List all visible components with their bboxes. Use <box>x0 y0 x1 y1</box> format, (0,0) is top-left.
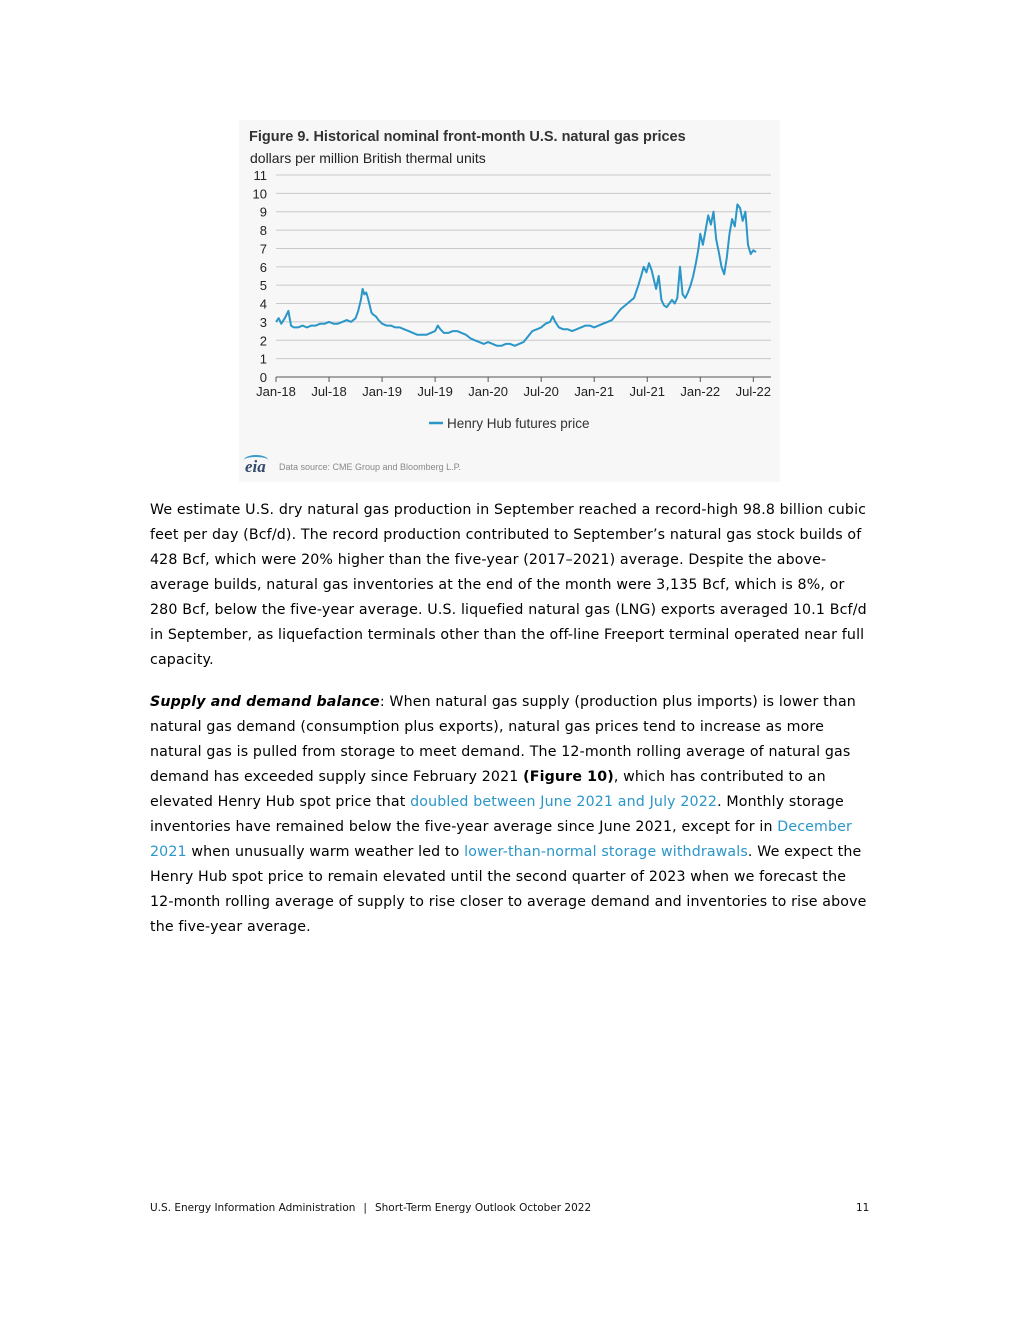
link-december-2021[interactable]: December 2021 <box>150 819 853 860</box>
x-tick-label: Jul-19 <box>417 384 453 399</box>
chart-units: dollars per million British thermal units <box>250 150 486 166</box>
y-tick-label: 1 <box>259 351 267 367</box>
y-tick-label: 3 <box>259 314 267 330</box>
y-tick-label: 0 <box>259 370 267 385</box>
footer-publication: Short-Term Energy Outlook October 2022 <box>374 1202 592 1214</box>
y-tick-label: 4 <box>259 296 267 312</box>
series-line-henry-hub <box>276 204 756 345</box>
link-doubled-price[interactable]: doubled between June 2021 and July 2022 <box>410 794 718 810</box>
x-tick-label: Jan-22 <box>680 384 721 399</box>
page-number: 11 <box>856 1202 870 1214</box>
y-tick-label: 6 <box>259 259 267 275</box>
footer-separator: | <box>363 1202 367 1214</box>
figure-reference: (Figure 10) <box>523 769 614 785</box>
chart-title: Figure 9. Historical nominal front-month U.S. natural gas prices <box>249 129 686 145</box>
y-tick-label: 9 <box>259 204 267 220</box>
x-tick-label: Jul-18 <box>311 384 347 399</box>
chart-source: Data source: CME Group and Bloomberg L.P. <box>279 462 461 472</box>
figure-9 <box>239 120 780 482</box>
y-tick-label: 11 <box>253 168 267 183</box>
x-tick-label: Jan-19 <box>362 384 402 399</box>
x-tick-label: Jan-20 <box>468 384 509 399</box>
x-tick-label: Jul-22 <box>735 384 772 399</box>
y-tick-label: 10 <box>252 186 267 202</box>
paragraph-lead: Supply and demand balance <box>150 694 380 710</box>
footer-left <box>150 1202 591 1214</box>
paragraph-supply-demand: Supply and demand balance: When natural gas supply (production plus imports) is lower than natural gas demand (consumption plus exports), natural gas prices tend to increase as more natural gas is pulled from storage to meet demand. The 12-month rolling average of natural gas demand has exceeded supply since February 2021 (Figure 10), which has contributed to an elevated Henry Hub spot price that doubled between June 2021 and July 2022. Monthly storage inventories have remained below the five-year average since June 2021, except for in December 2021 when unusually warm weather led to lower-than-normal storage withdrawals. We expect the Henry Hub spot price to remain elevated until the second quarter of 2023 when we forecast the 12-month rolling average of supply to rise closer to average demand and inventories to rise above the five-year average. <box>150 694 867 935</box>
x-tick-label: Jul-20 <box>523 384 559 399</box>
y-tick-label: 7 <box>259 241 267 257</box>
y-tick-label: 5 <box>259 278 267 294</box>
y-tick-label: 8 <box>259 223 267 239</box>
price-chart <box>239 120 780 482</box>
x-tick-label: Jan-21 <box>574 384 615 399</box>
eia-logo: eia <box>245 457 266 477</box>
link-storage-withdrawals[interactable]: lower-than-normal storage withdrawals <box>464 844 748 860</box>
y-tick-label: 2 <box>259 333 267 349</box>
footer-org: U.S. Energy Information Administration <box>150 1202 356 1214</box>
x-tick-label: Jul-21 <box>629 384 665 399</box>
x-tick-label: Jan-18 <box>256 384 296 399</box>
paragraph-production: We estimate U.S. dry natural gas production in September reached a record-high 98.8 billion cubic feet per day (Bcf/d). The record production contributed to September’s natural gas stock builds of 428 Bcf, which were 20% higher than the five-year (2017–2021) average. Despite the above-average builds, natural gas inventories at the end of the month were 3,135 Bcf, which is 8%, or 280 Bcf, below the five-year average. U.S. liquefied natural gas (LNG) exports averaged 10.1 Bcf/d in September, as liquefaction terminals other than the off-line Freeport terminal operated near full capacity. <box>150 502 867 668</box>
legend-label: Henry Hub futures price <box>447 416 590 431</box>
